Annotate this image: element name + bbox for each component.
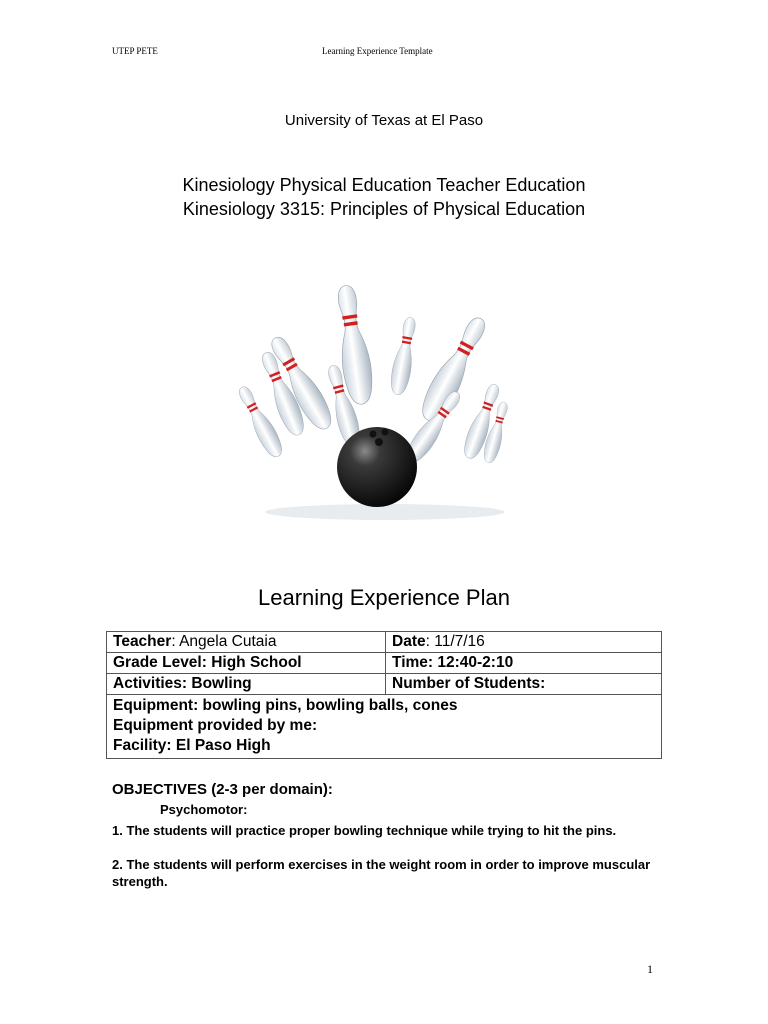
table-row [107, 695, 662, 759]
bowling-illustration [225, 282, 535, 527]
table-row [107, 674, 662, 695]
date-cell [386, 632, 662, 653]
number-of-students-cell: Number of Students: [386, 674, 662, 695]
header-left-text: UTEP PETE [112, 46, 158, 56]
table-row [107, 632, 662, 653]
plan-title: Learning Experience Plan [258, 585, 510, 610]
date-value: : 11/7/16 [425, 633, 485, 650]
grade-level-cell: Grade Level: High School [107, 653, 386, 674]
page-number: 1 [647, 962, 653, 976]
domain-label: Psychomotor: [160, 802, 248, 817]
teacher-value: : Angela Cutaia [171, 633, 277, 650]
teacher-label: Teacher [113, 633, 172, 650]
university-title: University of Texas at El Paso [284, 112, 484, 129]
equipment-text: Equipment: bowling pins, bowling balls, cones [113, 697, 458, 714]
objectives-heading [112, 781, 333, 798]
equipment-provided-text: Equipment provided by me: [113, 717, 318, 734]
teacher-cell [107, 632, 386, 653]
objectives-heading-rest: (2-3 per domain): [207, 781, 333, 798]
table-row [107, 653, 662, 674]
objectives-heading-bold: OBJECTIVES [112, 781, 208, 798]
date-label: Date [392, 633, 426, 650]
facility-text: Facility: El Paso High [113, 737, 271, 754]
lesson-info-table [106, 631, 662, 759]
equipment-cell [107, 695, 662, 759]
course-title: Kinesiology 3315: Principles of Physical Education [182, 199, 586, 219]
activities-cell: Activities: Bowling [107, 674, 386, 695]
department-title: Kinesiology Physical Education Teacher Education [182, 175, 586, 195]
objective-item: 2. The students will perform exercises in the weight room in order to improve muscular strength. [112, 857, 651, 889]
header-center-text: Learning Experience Template [322, 46, 433, 56]
objective-item: 1. The students will practice proper bowling technique while trying to hit the pins. [112, 823, 617, 838]
time-cell: Time: 12:40-2:10 [386, 653, 662, 674]
